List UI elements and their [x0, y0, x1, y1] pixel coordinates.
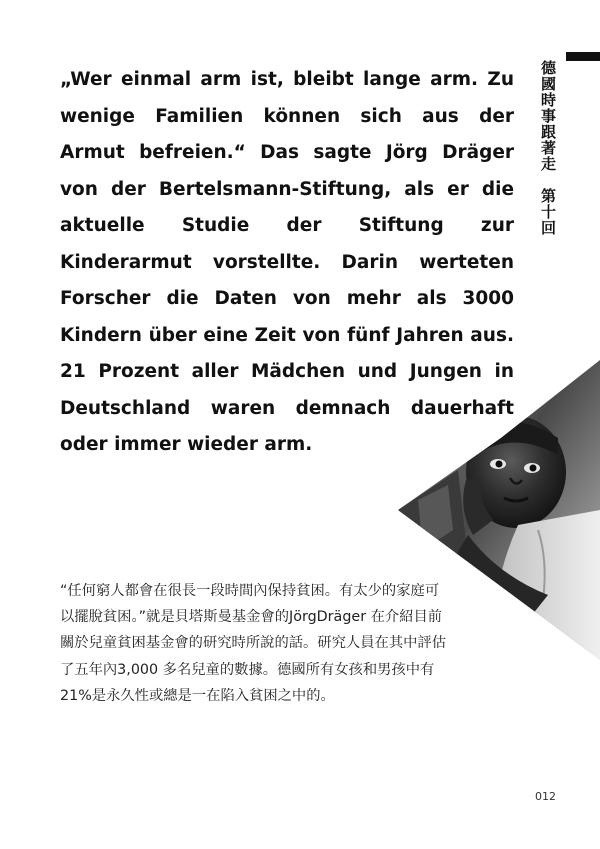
episode-label: 第十回: [539, 188, 557, 236]
page-number: 012: [535, 790, 556, 803]
section-tab-marker: [566, 52, 600, 61]
german-paragraph: „Wer einmal arm ist, bleibt lange arm. Zu wenige Familien können sich aus der Armut befreien.“ Das sagte Jörg Dräger von der Bertelsmann-Stiftung, als er die aktuelle Studie der Stiftung zur Kinderarmut vorstellte. Darin werteten Forscher die Daten von mehr als 3000 Kindern über eine Zeit von fünf Jahren aus. 21 Prozent aller Mädchen und Jungen in Deutschland waren demnach dauerhaft oder immer wieder arm.: [60, 69, 514, 455]
series-title: 德國時事跟著走: [539, 60, 557, 172]
vertical-header: [538, 60, 558, 236]
chinese-paragraph: “任何窮人都會在很長一段時間內保持貧困。有太少的家庭可以擺脫貧困。”就是貝塔斯曼基金會的JörgDräger 在介紹目前關於兒童貧困基金會的研究時所說的話。研究人員在其中評估了五年內3,000 多名兒童的數據。德國所有女孩和男孩中有21%是永久性或總是一在陷入貧困之中的。: [60, 583, 447, 704]
